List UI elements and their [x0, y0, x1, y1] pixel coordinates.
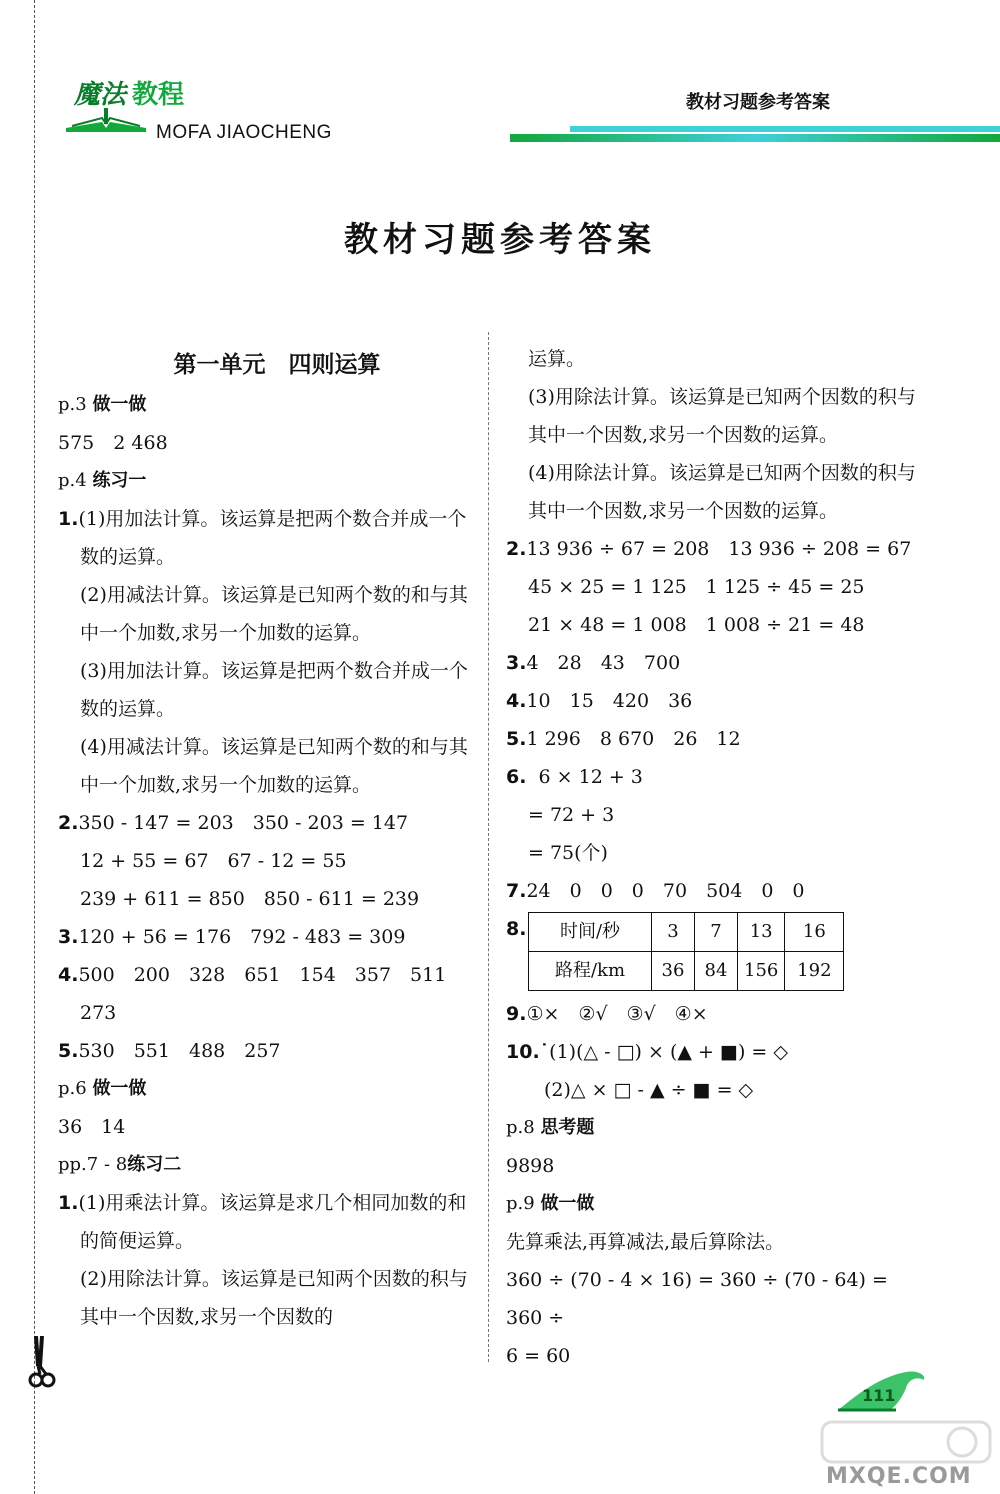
question-number: 3.	[58, 926, 79, 948]
logo	[62, 74, 362, 154]
logo-cn-1: 魔法	[74, 80, 127, 110]
page-ref: p.6	[58, 1078, 87, 1099]
table-cell: 3	[652, 913, 695, 952]
page-ref: p.4	[58, 470, 87, 491]
answer-text: = 72 + 3	[528, 804, 615, 826]
answer-text: 530 551 488 257	[78, 1040, 281, 1062]
answer-text: 1 296 8 670 26 12	[526, 728, 741, 750]
left-column	[58, 340, 476, 1336]
section-label: 练习二	[127, 1154, 182, 1175]
question-number: 2.	[506, 538, 527, 560]
answer-line: 36 14	[58, 1116, 126, 1138]
answer-text: (4)用除法计算。该运算是已知两个因数的积与其中一个因数,求另一个因数的运算。	[528, 462, 916, 522]
answer-text: ①× ②√ ③√ ④×	[526, 1003, 708, 1025]
table-row	[529, 952, 844, 991]
section-label: 练习一	[92, 470, 147, 491]
table-cell: 84	[695, 952, 738, 991]
logo-chinese	[74, 74, 184, 111]
question-number: 5.	[506, 728, 527, 750]
book-icon	[62, 108, 150, 134]
question-number: 4.	[506, 690, 527, 712]
table-cell: 192	[785, 952, 844, 991]
answer-text: 运算。	[528, 348, 586, 370]
section-label: 思考题	[540, 1117, 595, 1138]
header-title: 教材习题参考答案	[686, 92, 830, 113]
page-ref: p.8	[506, 1117, 535, 1138]
answer-text: 500 200 328 651 154 357 511	[78, 964, 447, 986]
scissors-icon	[28, 1336, 60, 1392]
page-ref: p.3	[58, 394, 87, 415]
answer-text: 45 × 25 = 1 125 1 125 ÷ 45 = 25	[528, 576, 865, 598]
answer-text: (1)用乘法计算。该运算是求几个相同加数的和的简便运算。	[78, 1192, 467, 1252]
answer-text: 350 - 147 = 203 350 - 203 = 147	[78, 812, 409, 834]
question-2	[58, 804, 476, 842]
page-number: 111	[862, 1386, 896, 1405]
table-cell: 13	[738, 913, 785, 952]
time-distance-table	[528, 912, 844, 991]
answer-text: 12 + 55 = 67 67 - 12 = 55	[80, 850, 347, 872]
question-9	[506, 995, 926, 1033]
question-5	[58, 1032, 476, 1070]
answer-text: 239 + 611 = 850 850 - 611 = 239	[80, 888, 420, 910]
question-3	[58, 918, 476, 956]
header-accent-bar	[510, 126, 1000, 142]
question-6	[506, 758, 926, 796]
page-title: 教材习题参考答案	[344, 220, 656, 260]
question-10	[506, 1033, 926, 1071]
question-number: 5.	[58, 1040, 79, 1062]
question-7	[506, 872, 926, 910]
answer-line: 360 ÷ (70 - 4 × 16) = 360 ÷ (70 - 64) = 360 ÷	[506, 1269, 888, 1329]
table-cell: 156	[738, 952, 785, 991]
answer-text: (1)(△ - □) × (▲ + ■) = ◇	[549, 1041, 788, 1063]
question-8	[506, 910, 926, 995]
answer-text: 4 28 43 700	[526, 652, 681, 674]
answer-text: (2)△ × □ - ▲ ÷ ■ = ◇	[544, 1079, 754, 1101]
answer-text: (2)用减法计算。该运算是已知两个数的和与其中一个加数,求另一个加数的运算。	[80, 584, 468, 644]
section-label: 做一做	[92, 394, 147, 415]
question-number: 9.	[506, 1003, 527, 1025]
question-3	[506, 644, 926, 682]
answer-line: 9898	[506, 1155, 555, 1177]
right-column	[506, 340, 926, 1375]
question-number: 6.	[506, 766, 527, 788]
table-cell: 16	[785, 913, 844, 952]
answer-line: 6 = 60	[506, 1345, 571, 1367]
answer-text: (3)用除法计算。该运算是已知两个因数的积与其中一个因数,求另一个因数的运算。	[528, 386, 916, 446]
page-ref: pp.7 - 8	[58, 1154, 128, 1175]
question-number: 7.	[506, 880, 527, 902]
table-cell: 路程/km	[529, 952, 652, 991]
answer-text: 120 + 56 = 176 792 - 483 = 309	[78, 926, 406, 948]
question-number: 1.	[58, 1192, 79, 1214]
exercise2-question-1	[58, 1184, 476, 1260]
question-4	[506, 682, 926, 720]
answer-text: 21 × 48 = 1 008 1 008 ÷ 21 = 48	[528, 614, 865, 636]
answer-text: 6 × 12 + 3	[538, 766, 643, 788]
section-head-p3	[58, 386, 476, 424]
page-ref: p.9	[506, 1193, 535, 1214]
table-cell: 7	[695, 913, 738, 952]
section-head-p4	[58, 462, 476, 500]
question-number: 10.˙	[506, 1041, 550, 1063]
answer-text: 273	[80, 1002, 117, 1024]
question-5	[506, 720, 926, 758]
question-4	[58, 956, 476, 994]
question-number: 8.	[506, 918, 527, 940]
question-number: 4.	[58, 964, 79, 986]
logo-english: MOFA JIAOCHENG	[156, 122, 332, 143]
column-divider	[488, 332, 489, 1362]
section-label: 做一做	[540, 1193, 595, 1214]
answer-text: 10 15 420 36	[526, 690, 693, 712]
section-head-p9	[506, 1185, 926, 1223]
table-cell: 36	[652, 952, 695, 991]
section-label: 做一做	[92, 1078, 147, 1099]
question-number: 3.	[506, 652, 527, 674]
question-2	[506, 530, 926, 568]
answer-text: = 75(个)	[528, 842, 608, 864]
answer-text: 13 936 ÷ 67 = 208 13 936 ÷ 208 = 67	[526, 538, 912, 560]
table-row	[529, 913, 844, 952]
answer-text: 24 0 0 0 70 504 0 0	[526, 880, 805, 902]
section-head-p6	[58, 1070, 476, 1108]
table-cell: 时间/秒	[529, 913, 652, 952]
answer-text: (2)用除法计算。该运算是已知两个因数的积与其中一个因数,求另一个因数的	[80, 1268, 468, 1328]
section-head-p8	[506, 1109, 926, 1147]
answer-text: (4)用减法计算。该运算是已知两个数的和与其中一个加数,求另一个加数的运算。	[80, 736, 468, 796]
unit-title: 第一单元 四则运算	[173, 352, 381, 378]
watermark-text: MXQE.COM	[826, 1464, 972, 1489]
question-number: 1.	[58, 508, 79, 530]
answer-line: 575 2 468	[58, 432, 168, 454]
answer-text: (1)用加法计算。该运算是把两个数合并成一个数的运算。	[78, 508, 467, 568]
section-head-p7-8	[58, 1146, 476, 1184]
question-number: 2.	[58, 812, 79, 834]
logo-cn-2: 教程	[132, 80, 185, 110]
question-1	[58, 500, 476, 576]
answer-text: (3)用加法计算。该运算是把两个数合并成一个数的运算。	[80, 660, 468, 720]
answer-line: 先算乘法,再算减法,最后算除法。	[506, 1231, 785, 1253]
